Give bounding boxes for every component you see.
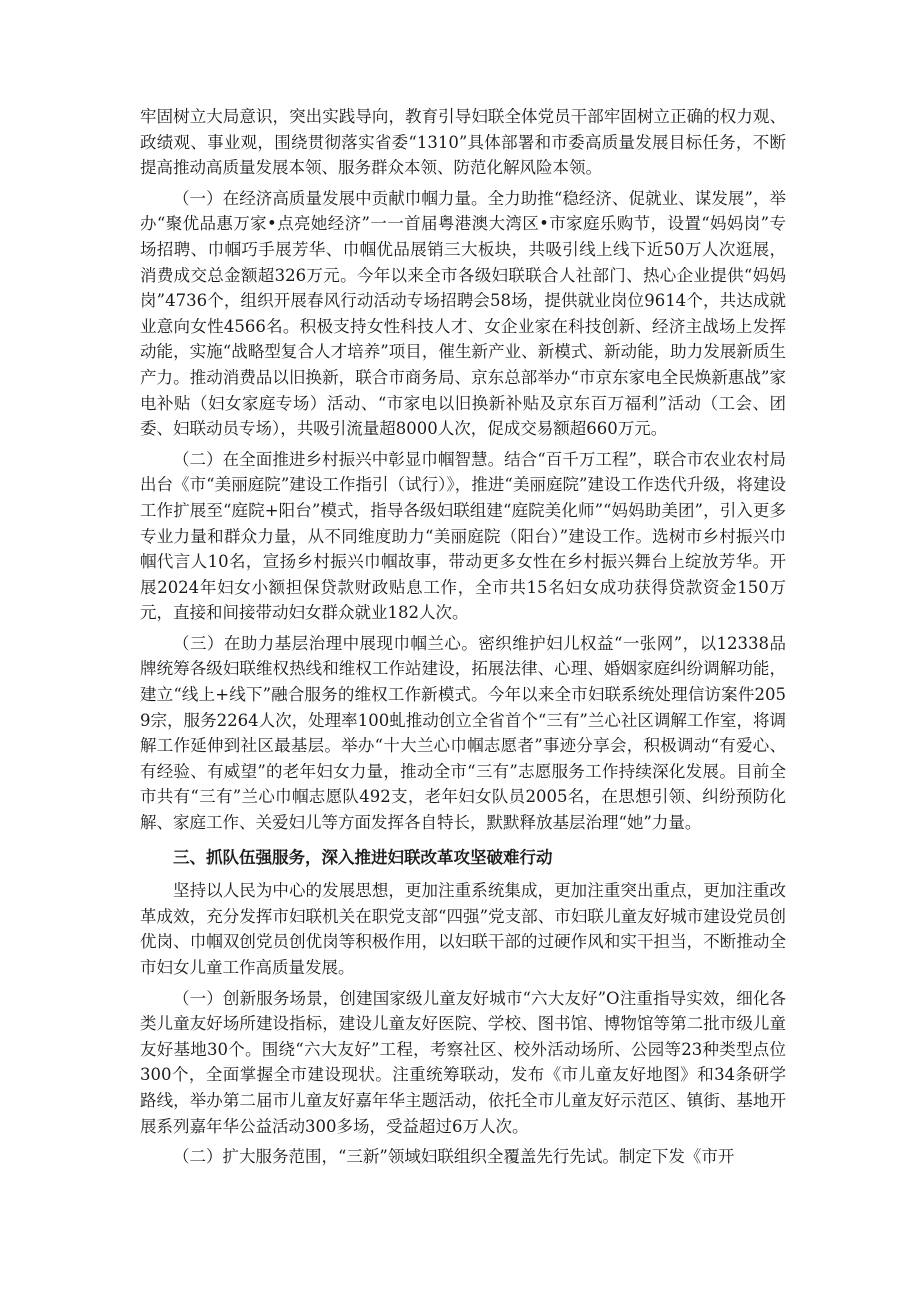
section-heading-3: 三、抓队伍强服务，深入推进妇联改革攻坚破难行动	[173, 847, 553, 867]
paragraph-child-friendly-city: （一）创新服务场景，创建国家级儿童友好城市“六大友好”O注重指导实效，细化各类儿童友好场所建设指标，建设儿童友好医院、学校、图书馆、博物馆等第二批市级儿童友好基地30个。围绕“六大友好”工程，考察社区、校外活动场所、公园等23种类型点位300个，全面掌握全市建设现状。注重统筹联动，发布《市儿童友好地图》和34条研学路线，举办第二届市儿童友好嘉年华主题活动，依托全市儿童友好示范区、镇街、基地开展系列嘉年华公益活动300多场，受益超过6万人次。	[140, 988, 786, 1136]
document-body	[140, 104, 786, 1175]
paragraph-service-scope: （二）扩大服务范围，“三新”领域妇联组织全覆盖先行先试。制定下发《市开	[173, 1147, 735, 1167]
paragraph-section-3-intro: 坚持以人民为中心的发展思想，更加注重系统集成，更加注重突出重点，更加注重改革成效，充分发挥市妇联机关在职党支部“四强”党支部、市妇联儿童友好城市建设党员创优岗、巾帼双创党员创优岗等积极作用，以妇联干部的过硬作风和实干担当，不断推动全市妇女儿童工作高质量发展。	[140, 881, 786, 977]
paragraph-rural-revitalization: （二）在全面推进乡村振兴中彰显巾帼智慧。结合“百千万工程”，联合市农业农村局出台《市“美丽庭院”建设工作指引（试行）》，推进“美丽庭院”建设工作迭代升级，将建设工作扩展至“庭院+阳台”模式，指导各级妇联组建“庭院美化师”“妈妈助美团”，引入更多专业力量和群众力量，从不同维度助力“美丽庭院（阳台）”建设工作。选树市乡村振兴巾帼代言人10名，宣扬乡村振兴巾帼故事，带动更多女性在乡村振兴舞台上绽放芳华。开展2024年妇女小额担保贷款财政贴息工作，全市共15名妇女成功获得贷款资金150万元，直接和间接带动妇女群众就业182人次。	[140, 449, 786, 623]
paragraph-grassroots-governance: （三）在助力基层治理中展现巾帼兰心。密织维护妇儿权益“一张网”，以12338品牌统筹各级妇联维权热线和维权工作站建设，拓展法律、心理、婚姻家庭纠纷调解功能，建立“线上+线下”融合服务的维权工作新模式。今年以来全市妇联系统处理信访案件2059宗，服务2264人次，处理率100虬推动创立全省首个“三有”兰心社区调解工作室，将调解工作延伸到社区最基层。举办“十大兰心巾帼志愿者”事迹分享会，积极调动“有爱心、有经验、有威望”的老年妇女力量，推动全市“三有”志愿服务工作持续深化发展。目前全市共有“三有”兰心巾帼志愿队492支，老年妇女队员2005名，在思想引领、纠纷预防化解、家庭工作、关爱妇儿等方面发挥各自特长，默默释放基层治理“她”力量。	[140, 633, 786, 833]
paragraph-continuation: 牢固树立大局意识，突出实践导向，教育引导妇联全体党员干部牢固树立正确的权力观、政绩观、事业观，围绕贯彻落实省委“1310”具体部署和市委高质量发展目标任务，不断提高推动高质量发展本领、服务群众本领、防范化解风险本领。	[140, 107, 786, 178]
paragraph-economic-development: （一）在经济高质量发展中贡献巾帼力量。全力助推“稳经济、促就业、谋发展”，举办“聚优品惠万家•点亮她经济”一一首届粤港澳大湾区•市家庭乐购节，设置“妈妈岗”专场招聘、巾帼巧手展芳华、巾帼优品展销三大板块，共吸引线上线下近50万人次逛展，消费成交总金额超326万元。今年以来全市各级妇联联合人社部门、热心企业提供“妈妈岗”4736个，组织开展春风行动活动专场招聘会58场，提供就业岗位9614个，共达成就业意向女性4566名。积极支持女性科技人才、女企业家在科技创新、经济主战场上发挥动能，实施“战略型复合人才培养”项目，催生新产业、新模式、新动能，助力发展新质生产力。推动消费品以旧换新，联合市商务局、京东总部举办“市京东家电全民焕新惠战”家电补贴（妇女家庭专场）活动、“市家电以旧换新补贴及京东百万福利”活动（工会、团委、妇联动员专场），共吸引流量超8000人次，促成交易额超660万元。	[140, 188, 786, 439]
